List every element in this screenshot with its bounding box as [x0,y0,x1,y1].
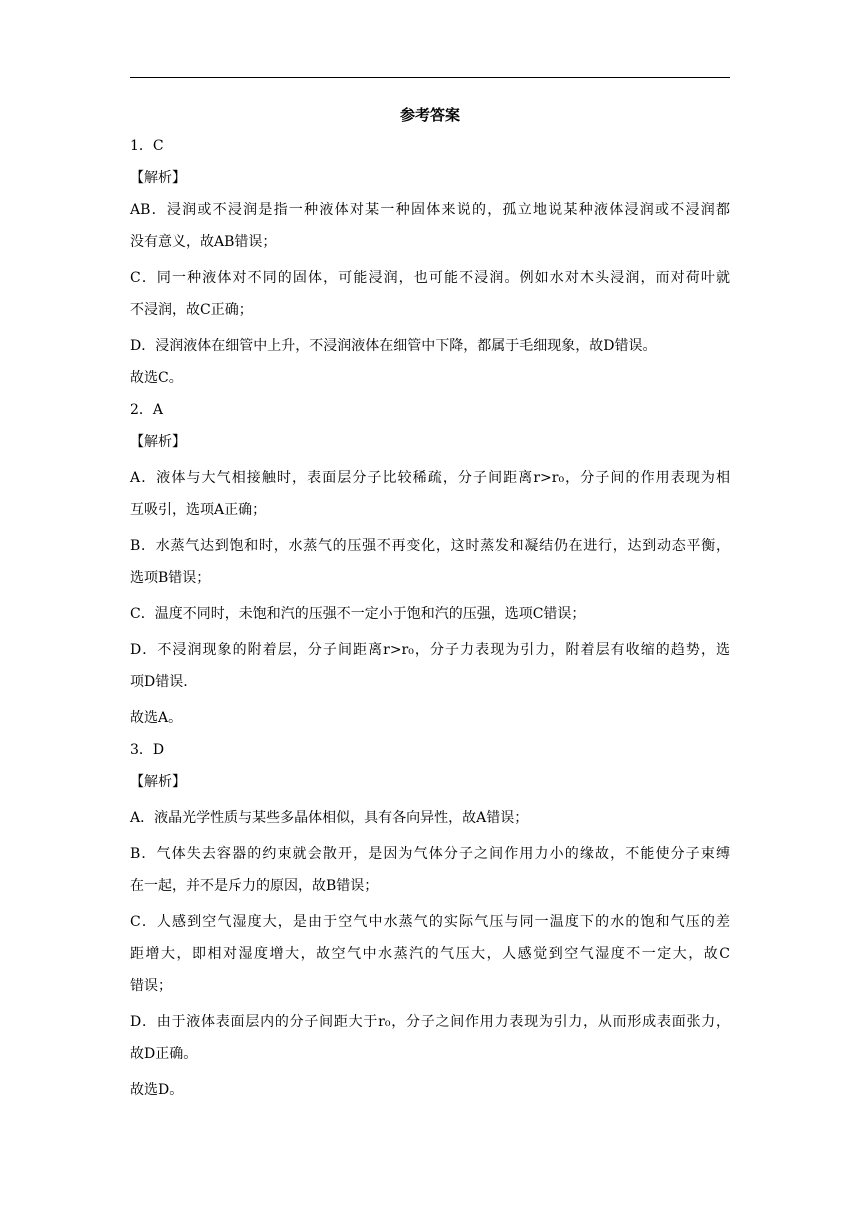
text-line: D．由于液体表面层内的分子间距大于r₀，分子之间作用力表现为引力，从而形成表面张力， [130,1014,730,1030]
text-line: A．液体与大气相接触时，表面层分子比较稀疏，分子间距离r>r₀，分子间的作用表现为相 [130,470,730,486]
text-line: 不浸润，故C正确； [130,302,253,318]
text-line: 选项B错误； [130,570,211,586]
text-line: 3．D [130,742,165,758]
text-line: 1．C [130,138,164,154]
text-line: D．浸润液体在细管中上升，不浸润液体在细管中下降，都属于毛细现象，故D错误。 [130,338,657,354]
text-line: 故选D。 [130,1082,184,1098]
text-line: 错误； [130,978,172,994]
text-line: 没有意义，故AB错误； [130,234,277,250]
text-line: 【解析】 [130,774,186,790]
text-line: 故选C。 [130,370,183,386]
page-title: 参考答案 [399,106,460,124]
text-line: 距增大，即相对湿度增大，故空气中水蒸汽的气压大，人感觉到空气湿度不一定大，故C [130,946,730,962]
text-line: C．同一种液体对不同的固体，可能浸润，也可能不浸润。例如水对木头浸润，而对荷叶就 [130,270,730,286]
text-line: D．不浸润现象的附着层，分子间距离r>r₀，分子力表现为引力，附着层有收缩的趋势，选 [130,642,730,658]
text-line: A．液晶光学性质与某些多晶体相似，具有各向异性，故A错误； [130,810,529,826]
text-line: 【解析】 [130,434,186,450]
text-line: 故D正确。 [130,1046,198,1062]
header-rule [130,77,730,78]
text-line: 互吸引，选项A正确； [130,502,267,518]
text-line: B．水蒸气达到饱和时，水蒸气的压强不再变化，这时蒸发和凝结仍在进行，达到动态平衡， [130,538,730,554]
text-line: C．温度不同时，未饱和汽的压强不一定小于饱和汽的压强，选项C错误； [130,606,586,622]
text-line: B．气体失去容器的约束就会散开，是因为气体分子之间作用力小的缘故，不能使分子束缚 [130,846,730,862]
text-line: AB．浸润或不浸润是指一种液体对某一种固体来说的，孤立地说某种液体浸润或不浸润都 [130,202,730,218]
text-line: 故选A。 [130,710,183,726]
text-line: 【解析】 [130,170,186,186]
text-line: 项D错误. [130,674,188,690]
text-line: C．人感到空气湿度大，是由于空气中水蒸气的实际气压与同一温度下的水的饱和气压的差 [130,914,730,930]
text-line: 在一起，并不是斥力的原因，故B错误； [130,878,379,894]
text-line: 2．A [130,402,164,418]
